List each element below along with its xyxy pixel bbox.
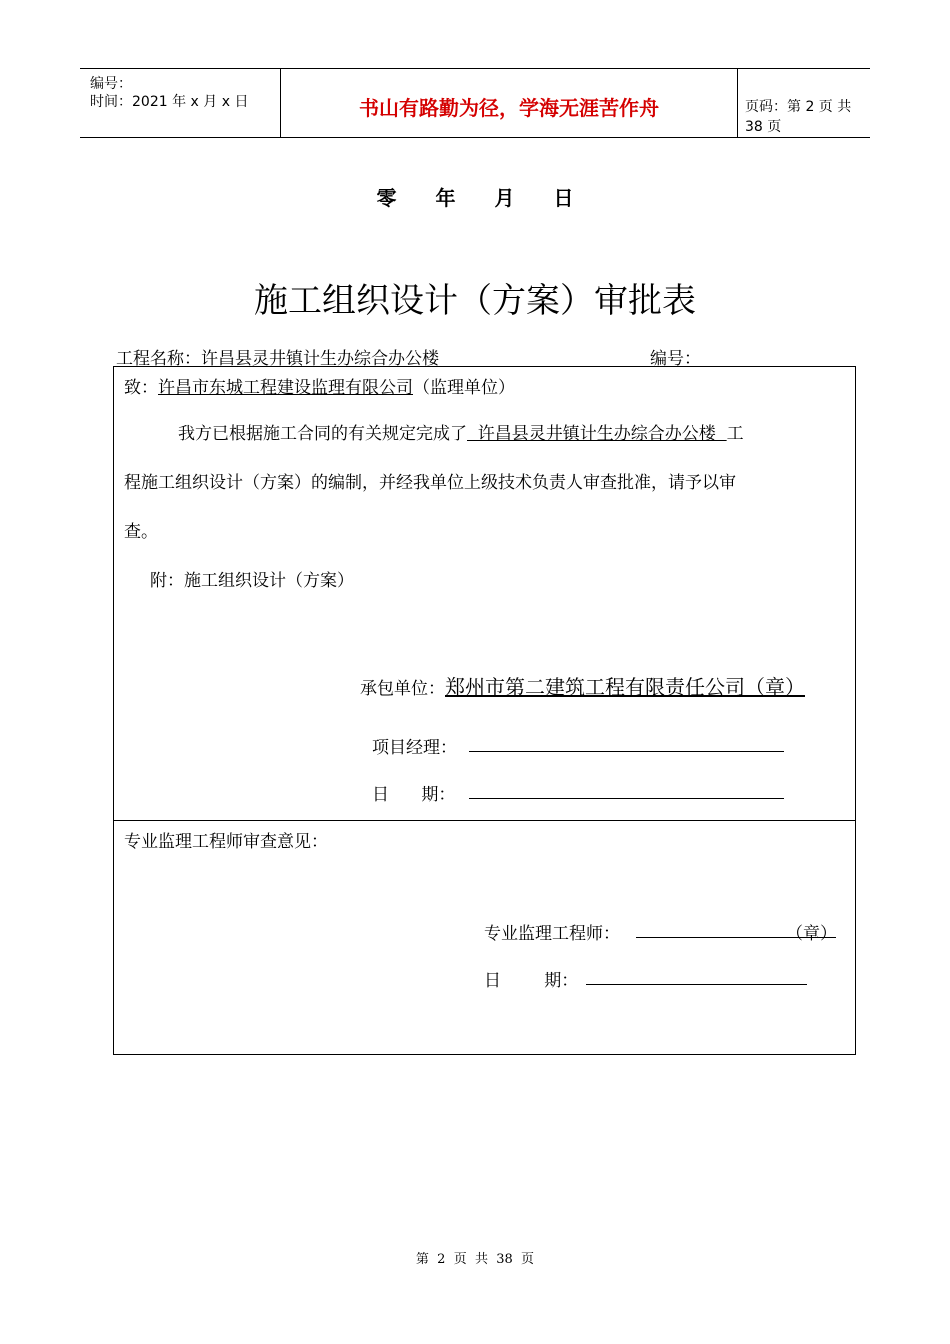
seal-label: （章）	[786, 924, 837, 944]
date-heading-year: 年	[435, 186, 456, 210]
attachment-line: 附：施工组织设计（方案）	[150, 571, 354, 591]
to-suffix: （监理单位）	[413, 378, 515, 398]
review-date-line[interactable]	[586, 984, 807, 985]
body-line1-suffix: 工	[726, 424, 744, 444]
form-divider	[114, 820, 855, 821]
header-motto: 书山有路勤为径，学海无涯苦作舟	[359, 96, 659, 120]
date-heading-month: 月	[494, 186, 515, 210]
body-project: 许昌县灵井镇计生办综合办公楼	[467, 424, 727, 444]
approval-form	[113, 366, 856, 1055]
document-header	[80, 68, 870, 138]
date-signature-line[interactable]	[469, 798, 784, 799]
header-page-info: 页码：第 2 页 共 38 页	[745, 99, 852, 135]
date-heading	[0, 182, 950, 211]
header-page-cell	[737, 69, 870, 137]
body-line-1	[178, 419, 744, 444]
header-time-label: 时间：2021 年 x 月 x 日	[90, 94, 249, 110]
to-line	[124, 373, 515, 398]
manager-signature-line[interactable]	[469, 751, 784, 752]
project-number-label: 编号：	[650, 349, 701, 369]
body-line-2: 程施工组织设计（方案）的编制，并经我单位上级技术负责人审查批准，请予以审	[124, 473, 736, 493]
header-info-cell	[80, 69, 280, 137]
to-unit: 许昌市东城工程建设监理有限公司	[158, 378, 413, 398]
project-name: 工程名称：许昌县灵井镇计生办综合办公楼	[116, 349, 439, 369]
body-line-3: 查。	[124, 522, 158, 542]
header-number-label: 编号：	[90, 76, 132, 92]
to-prefix: 致：	[124, 378, 158, 398]
date-label: 日 期：	[372, 785, 456, 805]
contractor-name: 郑州市第二建筑工程有限责任公司（章）	[445, 675, 805, 699]
page-footer: 第 2 页 共 38 页	[415, 1252, 535, 1267]
page-title: 施工组织设计（方案）审批表	[254, 281, 696, 321]
review-date-label: 日 期：	[484, 971, 579, 991]
date-heading-zero: 零	[376, 186, 397, 210]
manager-label: 项目经理：	[372, 738, 457, 758]
date-heading-day: 日	[553, 186, 574, 210]
header-motto-cell	[280, 69, 738, 137]
contractor-label: 承包单位：	[360, 679, 445, 699]
review-label: 专业监理工程师审查意见：	[124, 832, 328, 852]
contractor-line	[360, 671, 805, 700]
engineer-label: 专业监理工程师：	[484, 924, 620, 944]
body-line1-prefix: 我方已根据施工合同的有关规定完成了	[178, 424, 467, 444]
